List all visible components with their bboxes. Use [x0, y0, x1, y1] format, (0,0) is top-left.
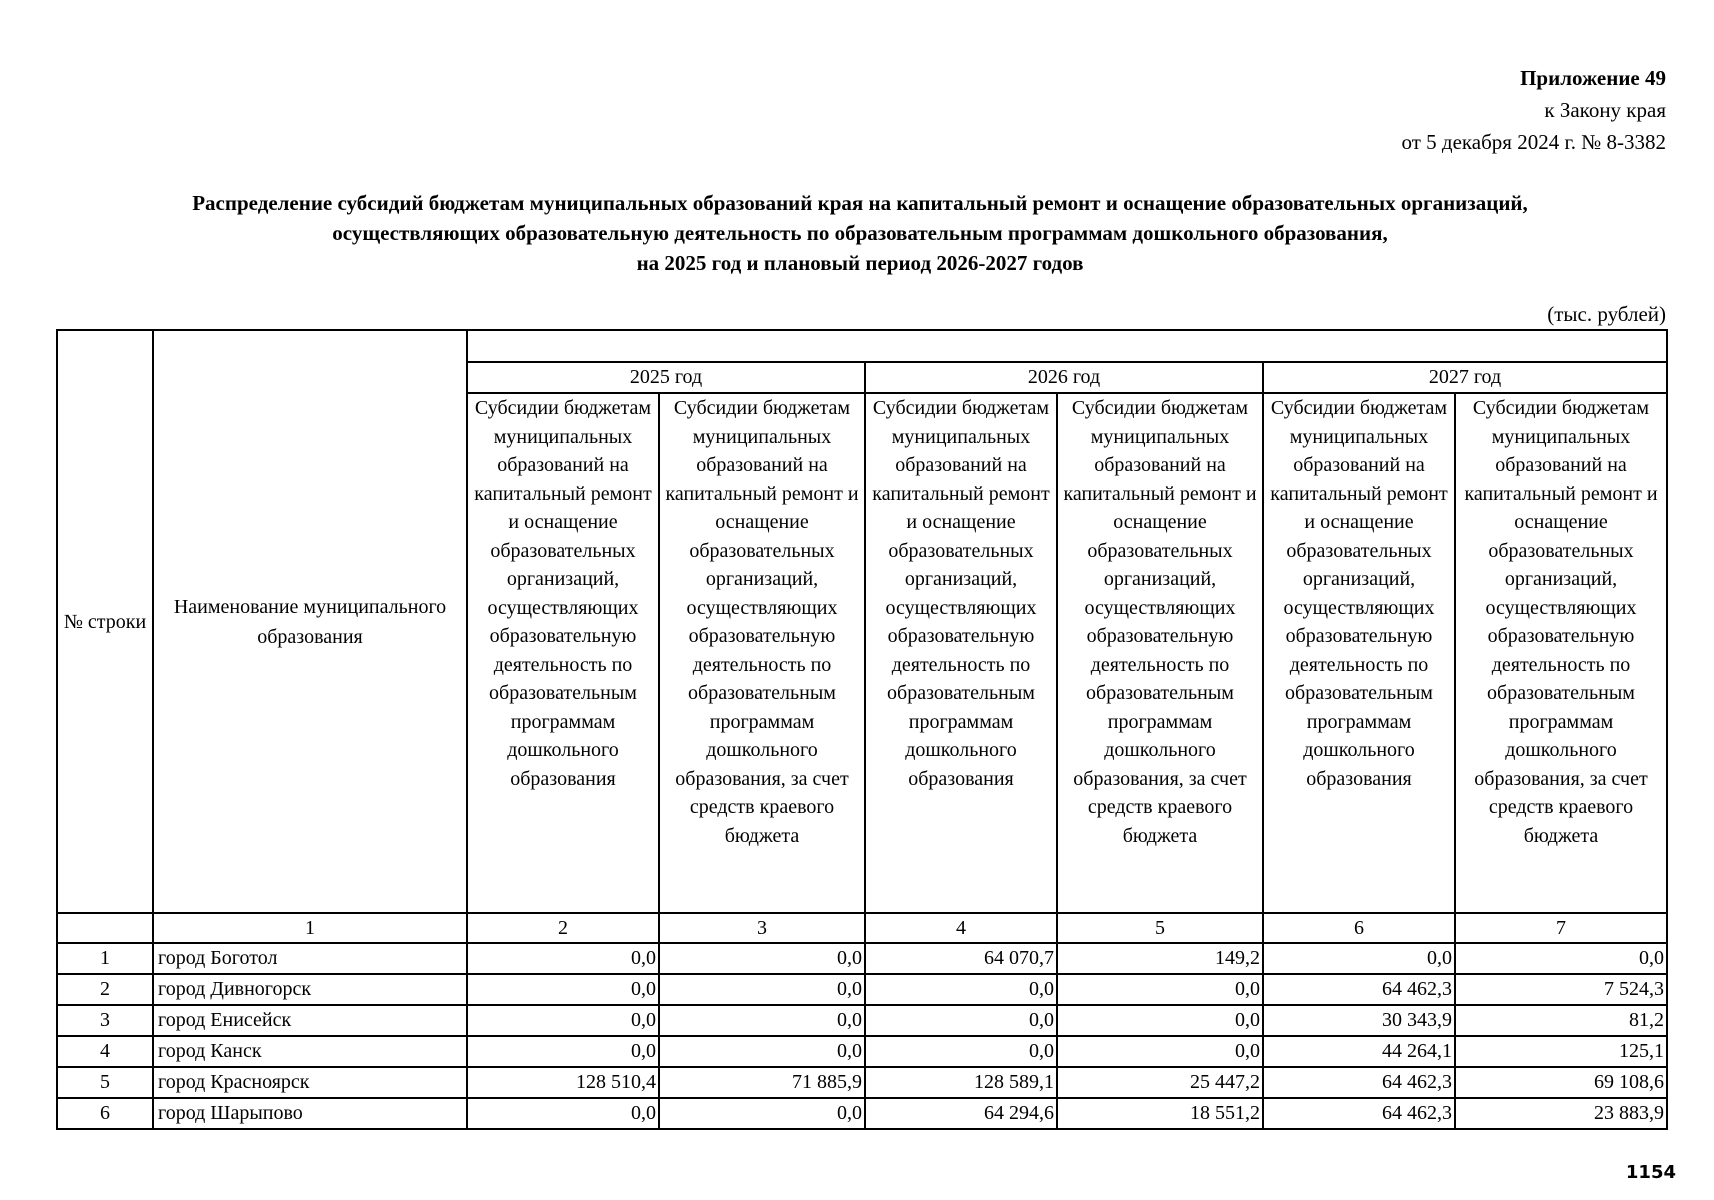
- subsidy-table: [56, 329, 1668, 1130]
- municipality-name: город Дивногорск: [153, 974, 467, 1005]
- municipality-name: город Канск: [153, 1036, 467, 1067]
- column-number: [57, 913, 153, 943]
- document-title-line: на 2025 год и плановый период 2026-2027 годов: [636, 251, 1084, 275]
- value-cell: 125,1: [1455, 1036, 1667, 1067]
- table-row: [57, 1036, 1667, 1067]
- value-cell: 0,0: [467, 1036, 659, 1067]
- value-cell: 23 883,9: [1455, 1098, 1667, 1129]
- value-cell: 64 070,7: [865, 943, 1057, 974]
- column-number: 4: [865, 913, 1057, 943]
- header-municipality: Наименование муниципального образования: [153, 330, 467, 913]
- header-year-2026: 2026 год: [865, 362, 1263, 393]
- appendix-title: Приложение 49: [1520, 66, 1666, 90]
- value-cell: 64 294,6: [865, 1098, 1057, 1129]
- value-cell: 0,0: [1057, 1005, 1263, 1036]
- row-index: 2: [57, 974, 153, 1005]
- column-number: 1: [153, 913, 467, 943]
- header-row-index: № строки: [57, 330, 153, 913]
- value-cell: 0,0: [467, 943, 659, 974]
- value-cell: 71 885,9: [659, 1067, 865, 1098]
- value-cell: 64 462,3: [1263, 1067, 1455, 1098]
- row-index: 5: [57, 1067, 153, 1098]
- header-year-2027: 2027 год: [1263, 362, 1667, 393]
- municipality-name: город Красноярск: [153, 1067, 467, 1098]
- value-cell: 30 343,9: [1263, 1005, 1455, 1036]
- value-cell: 18 551,2: [1057, 1098, 1263, 1129]
- value-cell: 0,0: [1057, 1036, 1263, 1067]
- column-number: 7: [1455, 913, 1667, 943]
- municipality-name: город Енисейск: [153, 1005, 467, 1036]
- document-title-line: осуществляющих образовательную деятельность по образовательным программам дошкольного образования,: [332, 221, 1388, 245]
- value-cell: 0,0: [865, 1036, 1057, 1067]
- appendix-date: от 5 декабря 2024 г. № 8-3382: [1401, 130, 1666, 154]
- value-cell: 0,0: [467, 1098, 659, 1129]
- page-number: 1154: [1625, 1162, 1676, 1183]
- value-cell: 64 462,3: [1263, 974, 1455, 1005]
- row-index: 1: [57, 943, 153, 974]
- column-number: 5: [1057, 913, 1263, 943]
- value-cell: 149,2: [1057, 943, 1263, 974]
- value-cell: 0,0: [659, 1005, 865, 1036]
- header-subsidy-desc-regional: Субсидии бюджетам муниципальных образований на капитальный ремонт и оснащение образовательных организаций, осуществляющих образовательную деятельность по образовательным программам дошкольного образования, за счет средств краевого бюджета: [659, 393, 865, 913]
- value-cell: 0,0: [467, 1005, 659, 1036]
- column-number: 3: [659, 913, 865, 943]
- header-year-2025: 2025 год: [467, 362, 865, 393]
- value-cell: 25 447,2: [1057, 1067, 1263, 1098]
- table-row: [57, 974, 1667, 1005]
- value-cell: 0,0: [1263, 943, 1455, 974]
- value-cell: 0,0: [865, 1005, 1057, 1036]
- row-index: 6: [57, 1098, 153, 1129]
- header-subsidy-desc-regional: Субсидии бюджетам муниципальных образований на капитальный ремонт и оснащение образовательных организаций, осуществляющих образовательную деятельность по образовательным программам дошкольного образования, за счет средств краевого бюджета: [1057, 393, 1263, 913]
- value-cell: 44 264,1: [1263, 1036, 1455, 1067]
- row-index: 4: [57, 1036, 153, 1067]
- value-cell: 81,2: [1455, 1005, 1667, 1036]
- units-label: (тыс. рублей): [1547, 302, 1666, 326]
- appendix-block: [1402, 62, 1666, 158]
- value-cell: 7 524,3: [1455, 974, 1667, 1005]
- municipality-name: город Шарыпово: [153, 1098, 467, 1129]
- value-cell: 0,0: [1455, 943, 1667, 974]
- table-row: [57, 1098, 1667, 1129]
- value-cell: 128 510,4: [467, 1067, 659, 1098]
- value-cell: 0,0: [865, 974, 1057, 1005]
- table-row: [57, 1067, 1667, 1098]
- column-number: 2: [467, 913, 659, 943]
- value-cell: 69 108,6: [1455, 1067, 1667, 1098]
- value-cell: 0,0: [659, 943, 865, 974]
- value-cell: 128 589,1: [865, 1067, 1057, 1098]
- table-row: [57, 943, 1667, 974]
- municipality-name: город Боготол: [153, 943, 467, 974]
- document-title-line: Распределение субсидий бюджетам муниципальных образований края на капитальный ремонт и оснащение образовательных организаций,: [192, 191, 1528, 215]
- value-cell: 64 462,3: [1263, 1098, 1455, 1129]
- document-title: [40, 188, 1680, 278]
- value-cell: 0,0: [1057, 974, 1263, 1005]
- value-cell: 0,0: [659, 974, 865, 1005]
- value-cell: 0,0: [659, 1036, 865, 1067]
- header-subsidy-desc: Субсидии бюджетам муниципальных образований на капитальный ремонт и оснащение образовательных организаций, осуществляющих образовательную деятельность по образовательным программам дошкольного образования: [1263, 393, 1455, 913]
- column-number: 6: [1263, 913, 1455, 943]
- table-row: [57, 1005, 1667, 1036]
- header-subsidy-desc: Субсидии бюджетам муниципальных образований на капитальный ремонт и оснащение образовательных организаций, осуществляющих образовательную деятельность по образовательным программам дошкольного образования: [865, 393, 1057, 913]
- header-subsidy-desc-regional: Субсидии бюджетам муниципальных образований на капитальный ремонт и оснащение образовательных организаций, осуществляющих образовательную деятельность по образовательным программам дошкольного образования, за счет средств краевого бюджета: [1455, 393, 1667, 913]
- value-cell: 0,0: [467, 974, 659, 1005]
- appendix-law: к Закону края: [1544, 98, 1666, 122]
- column-number-row: [57, 913, 1667, 943]
- value-cell: 0,0: [659, 1098, 865, 1129]
- row-index: 3: [57, 1005, 153, 1036]
- header-blank: [467, 330, 1667, 362]
- header-subsidy-desc: Субсидии бюджетам муниципальных образований на капитальный ремонт и оснащение образовательных организаций, осуществляющих образовательную деятельность по образовательным программам дошкольного образования: [467, 393, 659, 913]
